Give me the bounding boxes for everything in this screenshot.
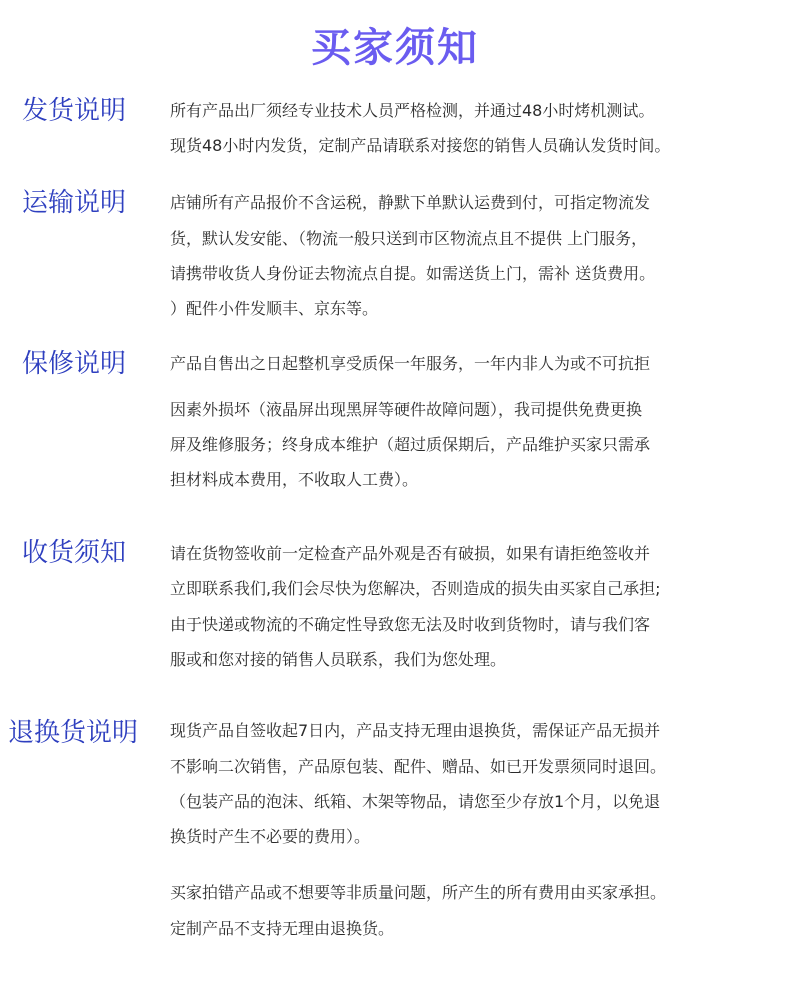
warranty-line: 屏及维修服务；终身成本维护（超过质保期后，产品维护买家只需承 [170,435,651,454]
returns-line: （包装产品的泡沫、纸箱、木架等物品，请您至少存放1个月，以免退 [170,792,661,811]
transport-line: 店铺所有产品报价不含运税，静默下单默认运费到付，可指定物流发 [170,193,651,212]
transport-line: 货，默认发安能、（物流一般只送到市区物流点且不提供 上门服务， [170,229,648,248]
transport-line: 请携带收货人身份证去物流点自提。如需送货上门，需补 送货费用。 [170,264,656,283]
section-label-warranty: 保修说明 [22,349,127,379]
warranty-line: 担材料成本费用，不收取人工费）。 [170,470,419,489]
receiving-line: 由于快递或物流的不确定性导致您无法及时收到货物时，请与我们客 [170,615,651,634]
receiving-line: 服或和您对接的销售人员联系，我们为您处理。 [170,650,507,669]
returns-line: 现货产品自签收起7日内，产品支持无理由退换货，需保证产品无损并 [170,721,661,740]
page-title: 买家须知 [311,25,479,71]
returns-line: 换货时产生不必要的费用）。 [170,827,371,846]
returns-note-line: 定制产品不支持无理由退换货。 [170,919,395,938]
shipping-line: 所有产品出厂须经专业技术人员严格检测，并通过48小时烤机测试。 [170,101,655,120]
transport-line: ）配件小件发顺丰、京东等。 [170,299,379,318]
shipping-line: 现货48小时内发货，定制产品请联系对接您的销售人员确认发货时间。 [170,136,671,155]
returns-note-line: 买家拍错产品或不想要等非质量问题，所产生的所有费用由买家承担。 [170,883,667,902]
section-label-returns: 退换货说明 [8,718,139,748]
section-label-transport: 运输说明 [22,188,127,218]
warranty-line: 因素外损坏（液晶屏出现黑屏等硬件故障问题），我司提供免费更换 [170,400,643,419]
warranty-line: 产品自售出之日起整机享受质保一年服务，一年内非人为或不可抗拒 [170,354,651,373]
returns-line: 不影响二次销售，产品原包装、配件、赠品、如已开发票须同时退回。 [170,757,667,776]
section-label-shipping: 发货说明 [22,96,127,126]
receiving-line: 请在货物签收前一定检查产品外观是否有破损，如果有请拒绝签收并 [170,544,651,563]
receiving-line: 立即联系我们,我们会尽快为您解决，否则造成的损失由买家自己承担; [170,579,661,598]
section-label-receiving: 收货须知 [22,538,127,568]
